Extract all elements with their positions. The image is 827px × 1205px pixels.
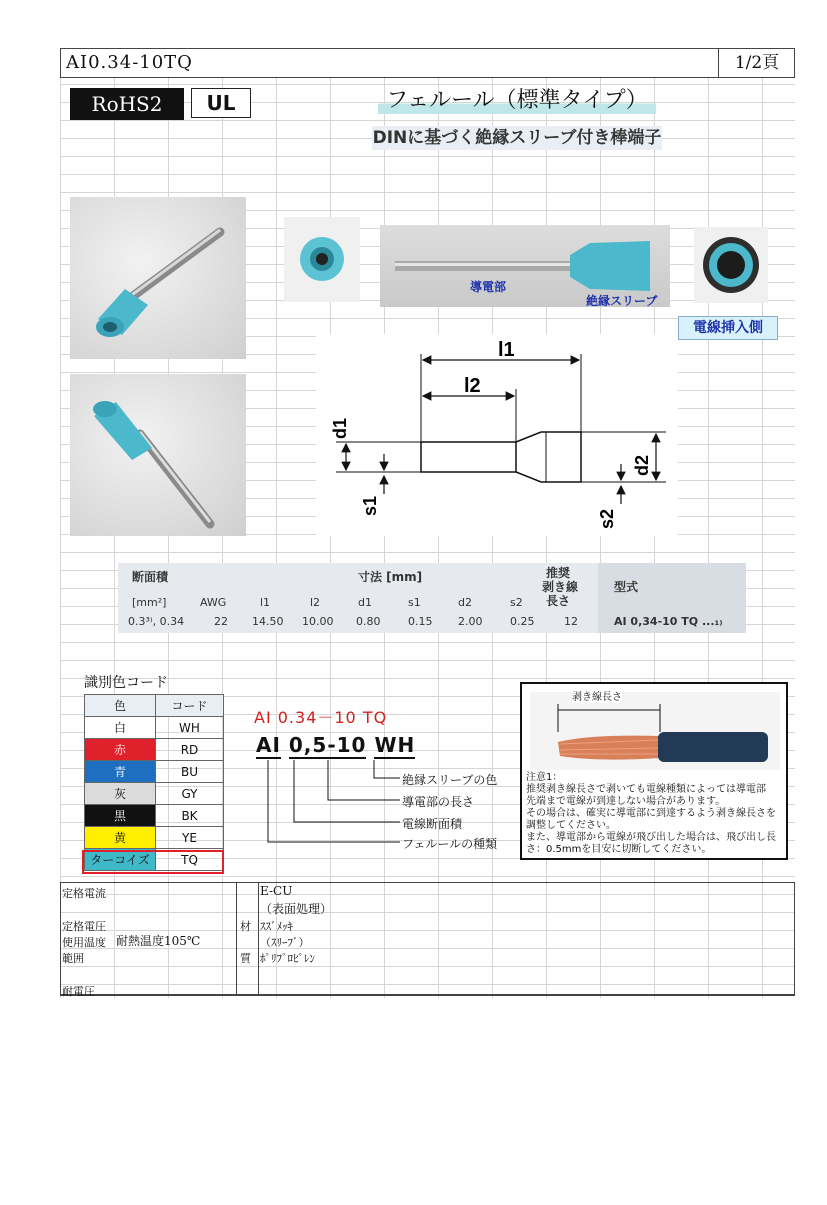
col-s1: s1 xyxy=(408,596,421,609)
color-name-cell: ターコイズ xyxy=(85,849,156,871)
color-row xyxy=(85,717,224,739)
color-code-cell: TQ xyxy=(156,849,224,871)
rating-table-right-border xyxy=(794,882,795,996)
ferrule-photo-front xyxy=(284,217,360,302)
cell-s1: 0.15 xyxy=(408,615,433,628)
color-code-cell: WH xyxy=(156,717,224,739)
spec-type-column xyxy=(598,563,746,633)
ferrule-rear-image xyxy=(694,227,768,303)
ferrule-dimension-svg xyxy=(316,334,678,536)
page-number: 1/2頁 xyxy=(718,48,795,78)
order-code-example: AI 0.34－10 TQ xyxy=(254,708,388,727)
cell-l2: 10.00 xyxy=(302,615,334,628)
cell-type: AI 0,34-10 TQ ...₁₎ xyxy=(614,615,723,628)
note-line: 先端まで電線が到達しない場合があります。 xyxy=(526,796,726,807)
spec-header-strip-2: 剥き線 xyxy=(542,580,579,594)
color-code-table xyxy=(84,694,224,871)
ul-badge: UL xyxy=(191,88,251,118)
color-code-cell: BK xyxy=(156,805,224,827)
product-subtitle: DINに基づく絶縁スリーブ付き棒端子 xyxy=(372,128,662,148)
note-line: また、導電部から電線が飛び出した場合は、飛び出し長 xyxy=(526,832,776,843)
material-surface-label: （表面処理） xyxy=(260,902,333,916)
l1-label: l1 xyxy=(498,339,515,361)
rating-table-divider xyxy=(236,882,237,996)
color-name-cell: 青 xyxy=(85,761,156,783)
note-line: 推奨剥き線長さで剥いても電線種類によっては導電部 xyxy=(526,784,766,795)
cell-area: 0.3³⁾, 0.34 xyxy=(128,615,185,628)
withstand-voltage-label: 耐電圧 xyxy=(62,985,95,998)
spec-header-type: 型式 xyxy=(614,580,639,594)
note-line: 注意1： xyxy=(526,772,563,783)
color-code-cell: BU xyxy=(156,761,224,783)
color-code-title: 識別色コード xyxy=(84,675,168,691)
rating-table-bottom-border xyxy=(60,994,795,996)
color-header-row xyxy=(85,695,224,717)
rating-table xyxy=(60,882,795,998)
rating-table-divider xyxy=(258,882,259,996)
dimension-drawing xyxy=(316,334,678,536)
rating-table-left-border xyxy=(60,882,61,996)
rated-current-label: 定格電流 xyxy=(62,887,106,900)
cell-l1: 14.50 xyxy=(252,615,284,628)
spec-header-strip-3: 長さ xyxy=(546,594,571,608)
pattern-color: WH xyxy=(374,733,416,757)
sleeve-label: 絶縁スリーブ xyxy=(586,294,658,308)
cell-d2: 2.00 xyxy=(458,615,483,628)
cell-s2: 0.25 xyxy=(510,615,535,628)
ferrule-front-image xyxy=(284,217,360,302)
strip-length-label: 剥き線長さ xyxy=(572,688,622,703)
col-mm2: [mm²] xyxy=(132,596,167,609)
rohs-badge: RoHS2 xyxy=(70,88,184,120)
wire-insertion-side-label: 電線挿入側 xyxy=(678,316,778,340)
cell-strip: 12 xyxy=(564,615,578,628)
material-sleeve: ﾎﾟﾘﾌﾟﾛﾋﾟﾚﾝ xyxy=(260,952,315,965)
legend-sleeve-color: 絶縁スリーブの色 xyxy=(402,773,498,787)
color-row xyxy=(85,739,224,761)
s1-label: s1 xyxy=(360,495,380,516)
legend-ferrule-type: フェルールの種類 xyxy=(402,837,498,851)
color-head: 色 xyxy=(85,695,156,717)
color-code-cell: YE xyxy=(156,827,224,849)
ferrule-vertical-image xyxy=(70,374,246,536)
color-row xyxy=(85,761,224,783)
d1-label: d1 xyxy=(330,417,350,439)
spec-header-area: 断面積 xyxy=(132,570,169,584)
ferrule-angled-image xyxy=(70,197,246,359)
col-awg: AWG xyxy=(200,596,227,609)
s2-label: s2 xyxy=(597,508,617,529)
note-line: 調整してください。 xyxy=(526,820,616,831)
spec-header-dims: 寸法 [mm] xyxy=(358,570,423,584)
ferrule-photo-vertical xyxy=(70,374,246,536)
cell-awg: 22 xyxy=(214,615,228,628)
model-code: AI0.34-10TQ xyxy=(66,52,193,73)
material-sleeve-label: （ｽﾘｰﾌﾞ） xyxy=(260,936,310,949)
color-row xyxy=(85,827,224,849)
selected-color-highlight xyxy=(82,850,224,874)
cell-d1: 0.80 xyxy=(356,615,381,628)
col-d2: d2 xyxy=(458,596,472,609)
temp-range-label-1: 使用温度 xyxy=(62,936,106,949)
ferrule-photo-angled xyxy=(70,197,246,359)
note-line: その場合は、確実に導電部に到達するよう剥き線長さを xyxy=(526,808,776,819)
color-row xyxy=(85,783,224,805)
l2-label: l2 xyxy=(464,375,481,397)
conductor-label: 導電部 xyxy=(470,280,507,294)
col-d1: d1 xyxy=(358,596,372,609)
wire-photo xyxy=(530,692,780,770)
col-l1: l1 xyxy=(260,596,271,609)
ferrule-photo-rear xyxy=(694,227,768,303)
material-plating: ｽｽﾞﾒｯｷ xyxy=(260,920,293,933)
product-title: フェルール（標準タイプ） xyxy=(378,88,656,114)
spec-header-strip-1: 推奨 xyxy=(546,566,571,580)
material-conductor: E-CU xyxy=(260,884,293,898)
color-name-cell: 黄 xyxy=(85,827,156,849)
pattern-ai: AI xyxy=(256,733,281,757)
rating-table-top-border xyxy=(60,882,795,883)
temp-range-label-2: 範囲 xyxy=(62,952,84,965)
material-label-1: 材 xyxy=(240,920,251,933)
temp-value: 耐熱温度105℃ xyxy=(116,934,201,948)
col-s2: s2 xyxy=(510,596,523,609)
material-label-2: 質 xyxy=(240,952,251,965)
d2-label: d2 xyxy=(632,454,652,476)
color-code-cell: GY xyxy=(156,783,224,805)
legend-conductor-length: 導電部の長さ xyxy=(402,795,475,809)
rated-voltage-label: 定格電圧 xyxy=(62,920,106,933)
pattern-length: -10 xyxy=(327,733,367,757)
code-pattern xyxy=(256,733,415,757)
legend-wire-area: 電線断面積 xyxy=(402,817,463,831)
color-name-cell: 赤 xyxy=(85,739,156,761)
code-leader-lines xyxy=(256,758,406,848)
stripped-wire-image xyxy=(530,692,780,770)
pattern-area: 0,5 xyxy=(288,733,328,757)
color-row xyxy=(85,805,224,827)
color-code-cell: RD xyxy=(156,739,224,761)
color-name-cell: 黒 xyxy=(85,805,156,827)
col-l2: l2 xyxy=(310,596,321,609)
note-text xyxy=(526,772,788,856)
color-name-cell: 白 xyxy=(85,717,156,739)
note-line: さ：0.5mmを目安に切断してください。 xyxy=(526,844,712,855)
color-name-cell: 灰 xyxy=(85,783,156,805)
code-head: コード xyxy=(156,695,224,717)
